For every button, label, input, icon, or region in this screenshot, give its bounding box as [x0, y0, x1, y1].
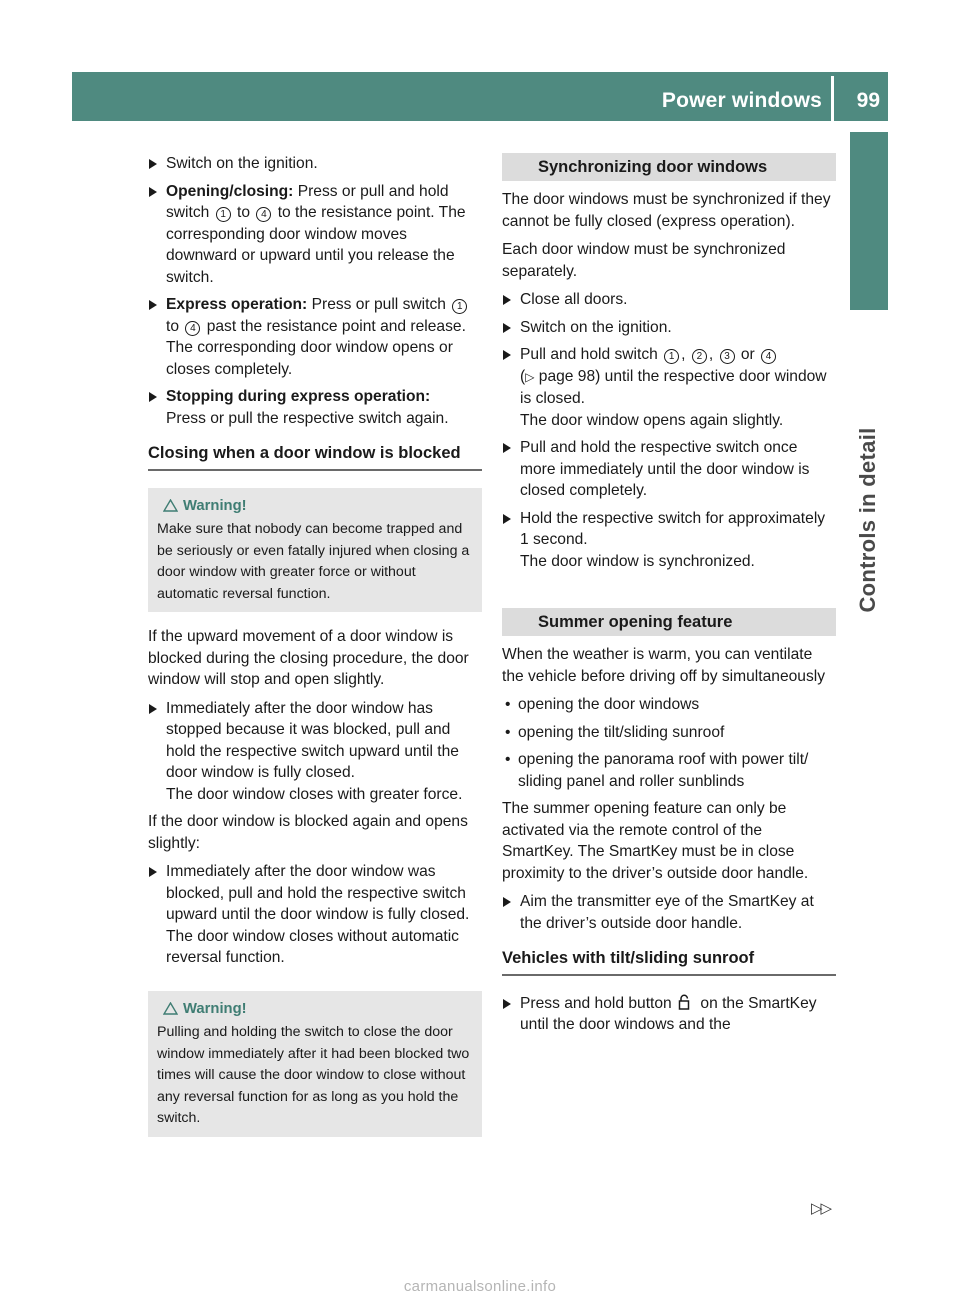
step-arrow-icon [503, 999, 511, 1009]
switch-number-icon: 1 [664, 349, 679, 364]
list-item: • opening the door windows [502, 694, 836, 716]
warning-text: Pulling and holding the switch to close the door window immediately after it had been blocked two times will cause the door window to close without any reversal function for as long as you hold the switch. [157, 1024, 470, 1126]
step-switch-ignition: Switch on the ignition. [148, 153, 482, 175]
step-arrow-icon [149, 392, 157, 402]
chapter-label: Controls in detail [855, 427, 880, 613]
step-arrow-icon [503, 350, 511, 360]
warning-box [148, 488, 482, 613]
step-pull-hold-switch: Pull and hold switch 1 , 2 , 3 or 4 (▷ page 98) until the respective door window is closed. The door window opens again slightly. [502, 344, 836, 431]
step-pull-hold-2: Immediately after the door window was blocked, pull and hold the respective switch upward until the door window is fully closed. The door window closes without automatic reversal function. [148, 861, 482, 969]
warning-box [148, 991, 482, 1137]
list-item: • opening the panorama roof with power tilt/ sliding panel and roller sunblinds [505, 751, 809, 790]
step-switch-ignition: Switch on the ignition. [502, 317, 836, 339]
paragraph: If the upward movement of a door window is blocked during the closing procedure, the door window will stop and open slightly. [148, 628, 469, 688]
step-arrow-icon [149, 867, 157, 877]
bullet-icon: • [505, 696, 511, 713]
step-arrow-icon [503, 897, 511, 907]
paragraph: Each door window must be synchronized separately. [502, 241, 786, 280]
paragraph: The summer opening feature can only be activated via the remote control of the SmartKey. The SmartKey must be in close proximity to the driver’s outside door handle. [502, 800, 809, 882]
step-pull-hold-1: Immediately after the door window has stopped because it was blocked, pull and hold the respective switch upward until the door window is fully closed. The door window closes with greater force. [148, 698, 482, 806]
watermark: carmanualsonline.info [403, 1278, 557, 1295]
page-reference-icon: ▷ [525, 369, 535, 384]
header-divider [831, 76, 834, 121]
switch-number-icon: 1 [216, 207, 231, 222]
step-arrow-icon [503, 443, 511, 453]
paragraph: When the weather is warm, you can ventilate the vehicle before driving off by simultaneously [502, 646, 826, 685]
bullet-icon: • [505, 751, 511, 768]
step-arrow-icon [503, 323, 511, 333]
switch-number-icon: 3 [720, 349, 735, 364]
left-column [148, 153, 482, 1151]
chapter-tab [850, 132, 888, 310]
list-item: • opening the tilt/sliding sunroof [502, 722, 836, 744]
switch-number-icon: 1 [452, 299, 467, 314]
warning-triangle-icon [163, 499, 178, 512]
step-press-hold-button: Press and hold button on the SmartKey until the door windows and the [502, 993, 836, 1036]
right-column [502, 153, 836, 1042]
step-close-doors: Close all doors. [502, 289, 836, 311]
continue-marker: ▷▷ [811, 1200, 831, 1217]
header-bar [72, 72, 888, 121]
unlock-icon [678, 994, 694, 1010]
step-arrow-icon [149, 159, 157, 169]
section-heading-sunroof: Vehicles with tilt/sliding sunroof [502, 948, 836, 976]
warning-title: Warning! [157, 999, 474, 1021]
switch-number-icon: 4 [185, 321, 200, 336]
switch-number-icon: 4 [761, 349, 776, 364]
heading-summer-opening: Summer opening feature [502, 608, 836, 636]
step-aim-transmitter: Aim the transmitter eye of the SmartKey at the driver’s outside door handle. [502, 891, 836, 934]
heading-synchronizing: Synchronizing door windows [502, 153, 836, 181]
switch-number-icon: 4 [256, 207, 271, 222]
step-arrow-icon [149, 704, 157, 714]
step-arrow-icon [149, 187, 157, 197]
warning-title: Warning! [157, 496, 474, 518]
bullet-icon: • [505, 723, 511, 741]
step-express-operation: Express operation: Press or pull switch 1 to 4 past the resistance point and release. The corresponding door window opens or closes completely. [148, 294, 482, 380]
step-arrow-icon [503, 514, 511, 524]
page-reference[interactable]: page 98) until the respective door window is closed. [520, 367, 827, 407]
step-arrow-icon [149, 300, 157, 310]
warning-text: Make sure that nobody can become trapped and be seriously or even fatally injured when closing a door window with greater force or without automatic reversal function. [157, 521, 470, 602]
switch-number-icon: 2 [692, 349, 707, 364]
section-heading-blocked: Closing when a door window is blocked [148, 443, 482, 471]
step-stopping-express: Stopping during express operation: Press or pull the respective switch again. [148, 386, 482, 429]
step-arrow-icon [503, 295, 511, 305]
step-opening-closing: Opening/closing: Press or pull and hold switch 1 to 4 to the resistance point. The corresponding door window moves downward or upward until you release the switch. [148, 181, 482, 289]
step-pull-hold-again: Pull and hold the respective switch once more immediately until the door window is closed completely. [502, 437, 836, 502]
paragraph: The door windows must be synchronized if they cannot be fully closed (express operation). [502, 191, 831, 230]
warning-triangle-icon [163, 1002, 178, 1015]
section-title: Power windows [661, 89, 822, 112]
paragraph: If the door window is blocked again and opens slightly: [148, 813, 468, 852]
step-hold-one-second: Hold the respective switch for approximately 1 second. The door window is synchronized. [502, 508, 836, 573]
page-number: 99 [856, 89, 880, 112]
